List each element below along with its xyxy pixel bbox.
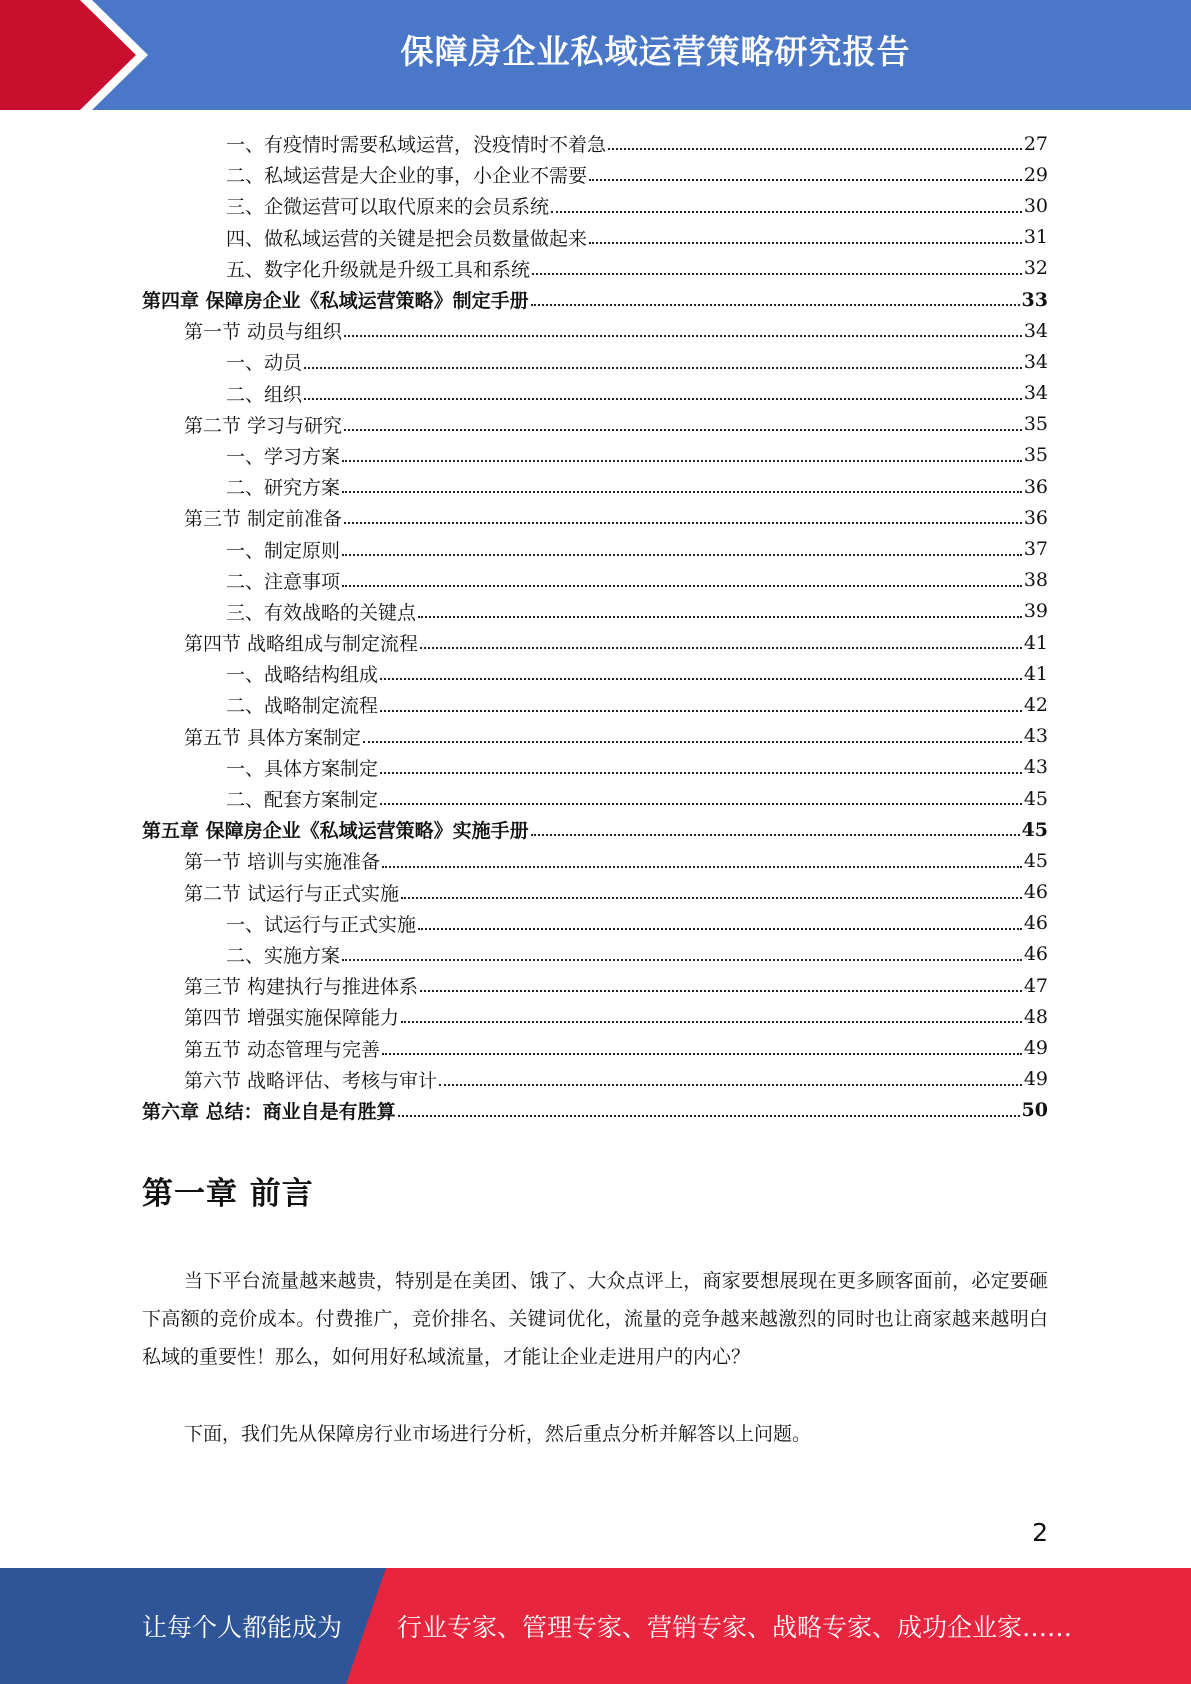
toc-entry-title: 二、实施方案: [226, 944, 341, 967]
toc-entry[interactable]: [142, 877, 1048, 908]
toc-entry[interactable]: [142, 721, 1048, 752]
toc-entry-title: 第六节 战略评估、考核与审计: [184, 1069, 438, 1092]
toc-entry-title: 五、数字化升级就是升级工具和系统: [226, 258, 531, 281]
toc-entry[interactable]: [142, 658, 1048, 689]
toc-entry-title: 一、有疫情时需要私域运营，没疫情时不着急: [226, 134, 607, 157]
toc-entry[interactable]: [142, 627, 1048, 658]
toc-entry-page: 29: [1023, 163, 1048, 186]
toc-dot-leader: [380, 694, 1022, 711]
toc-entry-page: 31: [1023, 226, 1048, 249]
toc-entry-page: 42: [1023, 693, 1048, 716]
toc-entry-page: 48: [1023, 1005, 1048, 1028]
toc-dot-leader: [401, 882, 1022, 899]
toc-entry-title: 一、具体方案制定: [226, 757, 379, 780]
toc-entry-title: 第四节 增强实施保障能力: [184, 1007, 400, 1030]
toc-dot-leader: [304, 383, 1022, 400]
toc-entry[interactable]: [142, 908, 1048, 939]
toc-entry[interactable]: [142, 814, 1048, 845]
toc-entry-title: 一、战略结构组成: [226, 664, 379, 687]
toc-dot-leader: [342, 445, 1022, 462]
toc-dot-leader: [342, 538, 1022, 555]
toc-entry[interactable]: [142, 1032, 1048, 1063]
toc-entry[interactable]: [142, 1001, 1048, 1032]
toc-dot-leader: [304, 351, 1022, 368]
paragraph: 下面，我们先从保障房行业市场进行分析，然后重点分析并解答以上问题。: [184, 1423, 812, 1445]
chapter-title: 第一章 前言: [142, 1176, 314, 1212]
toc-entry-title: 第五节 具体方案制定: [184, 726, 362, 749]
toc-entry[interactable]: [142, 440, 1048, 471]
toc-entry[interactable]: [142, 315, 1048, 346]
toc-entry-title: 第二节 学习与研究: [184, 414, 343, 437]
toc-entry-title: 第三节 制定前准备: [184, 508, 343, 531]
toc-entry-title: 第六章 总结：商业自是有胜算: [142, 1100, 396, 1123]
toc-dot-leader: [401, 1006, 1022, 1023]
toc-entry-page: 46: [1023, 943, 1048, 966]
toc-entry-title: 二、私域运营是大企业的事，小企业不需要: [226, 165, 588, 188]
toc-entry[interactable]: [142, 970, 1048, 1001]
toc-entry-title: 三、企微运营可以取代原来的会员系统: [226, 196, 550, 219]
toc-entry-page: 34: [1023, 319, 1048, 342]
toc-entry-page: 41: [1023, 662, 1048, 685]
toc-dot-leader: [532, 258, 1022, 275]
toc-dot-leader: [363, 726, 1022, 743]
footer-slogan-right: 行业专家、管理专家、营销专家、战略专家、成功企业家……: [397, 1613, 1073, 1642]
toc-entry-page: 27: [1023, 132, 1048, 155]
page-header: [0, 0, 1191, 110]
toc-entry-page: 46: [1023, 881, 1048, 904]
table-of-contents: [142, 128, 1048, 1126]
toc-entry[interactable]: [142, 502, 1048, 533]
toc-entry[interactable]: [142, 783, 1048, 814]
toc-dot-leader: [380, 757, 1022, 774]
toc-entry[interactable]: [142, 596, 1048, 627]
toc-entry-page: 50: [1021, 1099, 1048, 1122]
toc-entry-page: 45: [1021, 818, 1048, 841]
toc-entry-title: 第二节 试运行与正式实施: [184, 882, 400, 905]
toc-entry-title: 第三节 构建执行与推进体系: [184, 976, 419, 999]
toc-entry-page: 49: [1023, 1068, 1048, 1091]
toc-entry-page: 32: [1023, 257, 1048, 280]
toc-entry-page: 33: [1021, 288, 1048, 311]
toc-entry[interactable]: [142, 409, 1048, 440]
toc-entry-page: 43: [1023, 725, 1048, 748]
toc-entry[interactable]: [142, 752, 1048, 783]
toc-entry-page: 35: [1023, 413, 1048, 436]
toc-entry-page: 30: [1023, 194, 1048, 217]
toc-dot-leader: [608, 133, 1022, 150]
toc-entry-page: 34: [1023, 350, 1048, 373]
toc-entry-page: 46: [1023, 912, 1048, 935]
toc-dot-leader: [531, 289, 1020, 306]
toc-entry-title: 四、做私域运营的关键是把会员数量做起来: [226, 227, 588, 250]
toc-entry[interactable]: [142, 1064, 1048, 1095]
toc-dot-leader: [418, 601, 1022, 618]
toc-entry-title: 一、动员: [226, 352, 303, 375]
toc-entry-title: 一、学习方案: [226, 445, 341, 468]
page-footer: [0, 1568, 1191, 1684]
toc-entry-page: 36: [1023, 475, 1048, 498]
toc-entry-page: 38: [1023, 569, 1048, 592]
toc-entry-page: 37: [1023, 538, 1048, 561]
toc-entry-title: 二、组织: [226, 383, 303, 406]
toc-entry-title: 第五章 保障房企业《私域运营策略》实施手册: [142, 820, 529, 843]
toc-entry-title: 第一节 动员与组织: [184, 321, 343, 344]
toc-dot-leader: [589, 164, 1022, 181]
toc-entry-title: 第五节 动态管理与完善: [184, 1038, 381, 1061]
toc-entry[interactable]: [142, 845, 1048, 876]
toc-dot-leader: [420, 975, 1022, 992]
toc-entry[interactable]: [142, 346, 1048, 377]
toc-entry-title: 第四节 战略组成与制定流程: [184, 633, 419, 656]
toc-entry-title: 第一节 培训与实施准备: [184, 851, 381, 874]
toc-entry-page: 45: [1023, 849, 1048, 872]
toc-entry-title: 二、研究方案: [226, 477, 341, 500]
paragraph: 当下平台流量越来越贵，特别是在美团、饿了、大众点评上，商家要想展现在更多顾客面前，必定要砸下高额的竞价成本。付费推广，竞价排名、关键词优化，流量的竞争越来越激烈的同时也让商家越来越明白私域的重要性！那么，如何用好私域流量，才能让企业走进用户的内心？: [142, 1270, 1048, 1368]
toc-entry-title: 三、有效战略的关键点: [226, 601, 417, 624]
toc-entry[interactable]: [142, 190, 1048, 221]
toc-entry-title: 二、战略制定流程: [226, 695, 379, 718]
toc-entry-page: 36: [1023, 506, 1048, 529]
header-arrow-decoration: [0, 0, 160, 110]
toc-dot-leader: [382, 850, 1022, 867]
toc-entry[interactable]: [142, 689, 1048, 720]
toc-entry-title: 二、注意事项: [226, 570, 341, 593]
toc-dot-leader: [551, 195, 1022, 212]
toc-entry-page: 47: [1023, 974, 1048, 997]
toc-dot-leader: [342, 570, 1022, 587]
toc-entry[interactable]: [142, 533, 1048, 564]
toc-entry[interactable]: [142, 222, 1048, 253]
toc-entry-page: 45: [1023, 787, 1048, 810]
toc-dot-leader: [344, 414, 1022, 431]
toc-dot-leader: [439, 1069, 1022, 1086]
toc-entry-page: 49: [1023, 1037, 1048, 1060]
toc-entry[interactable]: [142, 284, 1048, 315]
toc-dot-leader: [342, 476, 1022, 493]
toc-entry-title: 一、制定原则: [226, 539, 341, 562]
toc-dot-leader: [398, 1100, 1020, 1117]
toc-dot-leader: [420, 632, 1022, 649]
toc-dot-leader: [344, 320, 1022, 337]
toc-entry-title: 二、配套方案制定: [226, 789, 379, 812]
toc-entry[interactable]: [142, 565, 1048, 596]
toc-dot-leader: [380, 663, 1022, 680]
toc-entry[interactable]: [142, 939, 1048, 970]
toc-entry-page: 39: [1023, 600, 1048, 623]
toc-entry[interactable]: [142, 471, 1048, 502]
toc-dot-leader: [382, 1037, 1022, 1054]
toc-entry-page: 34: [1023, 382, 1048, 405]
toc-entry[interactable]: [142, 378, 1048, 409]
toc-entry[interactable]: [142, 253, 1048, 284]
toc-dot-leader: [589, 227, 1022, 244]
page-number: 2: [1032, 1518, 1048, 1547]
toc-entry-page: 35: [1023, 444, 1048, 467]
toc-dot-leader: [531, 819, 1020, 836]
toc-dot-leader: [342, 944, 1022, 961]
toc-dot-leader: [344, 507, 1022, 524]
toc-entry-title: 一、试运行与正式实施: [226, 913, 417, 936]
toc-entry-page: 41: [1023, 631, 1048, 654]
toc-dot-leader: [418, 913, 1022, 930]
toc-entry-title: 第四章 保障房企业《私域运营策略》制定手册: [142, 290, 529, 313]
toc-entry[interactable]: [142, 1095, 1048, 1126]
toc-entry[interactable]: [142, 128, 1048, 159]
document-title: 保障房企业私域运营策略研究报告: [400, 32, 911, 71]
footer-slogan-left: 让每个人都能成为: [142, 1613, 343, 1642]
toc-entry[interactable]: [142, 159, 1048, 190]
toc-dot-leader: [380, 788, 1022, 805]
toc-entry-page: 43: [1023, 756, 1048, 779]
